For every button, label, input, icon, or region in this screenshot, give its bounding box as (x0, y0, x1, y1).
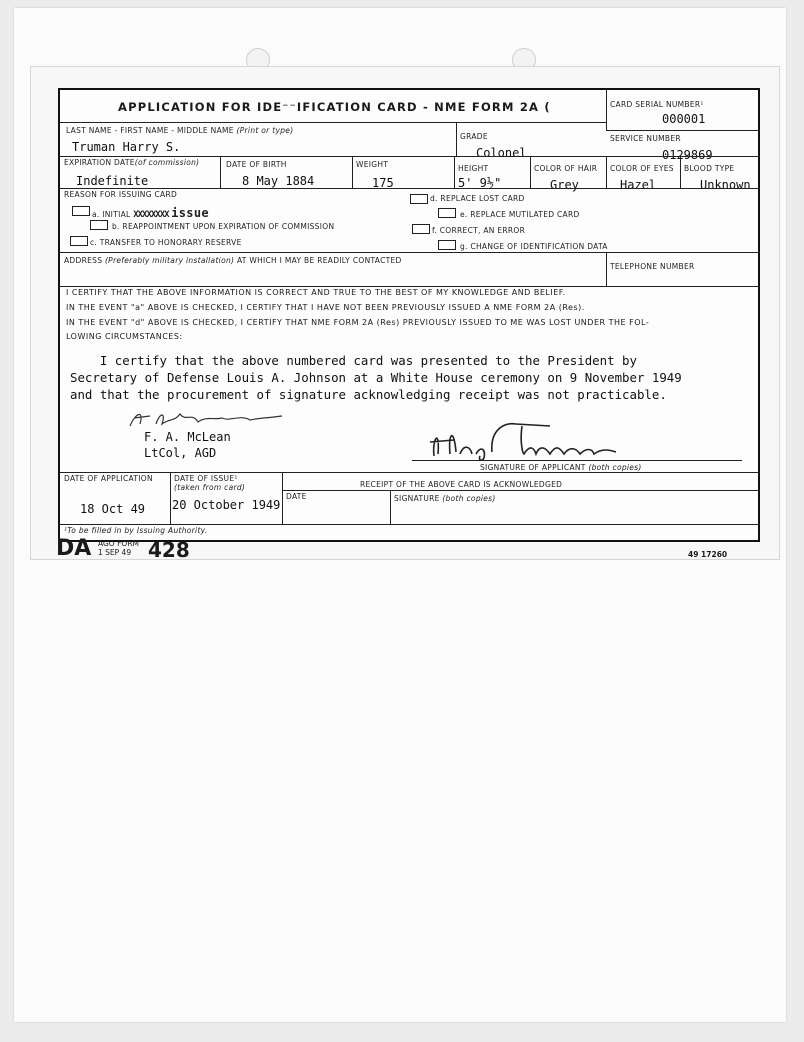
checkbox-a[interactable] (72, 206, 90, 216)
weight-value: 175 (372, 176, 394, 190)
print-code: 49 17260 (688, 550, 728, 559)
signature-applicant-label: SIGNATURE OF APPLICANT (both copies) (480, 463, 642, 472)
eyes-value: Hazel (620, 178, 657, 192)
form-title: APPLICATION FOR IDE⁻⁻IFICATION CARD - NME FORM 2A ( (118, 100, 551, 114)
date-application-value: 18 Oct 49 (80, 502, 146, 516)
reason-a: a. INITIAL XXXXXXXX issue (92, 206, 209, 220)
hair-value: Grey (550, 178, 579, 192)
serial-label: CARD SERIAL NUMBER¹ (610, 100, 704, 109)
date-label: DATE (286, 492, 307, 501)
reason-c: c. TRANSFER TO HONORARY RESERVE (90, 238, 242, 247)
grade-label: GRADE (460, 132, 488, 141)
eyes-label: COLOR OF EYES (610, 164, 674, 173)
form-da-mark: DA (56, 536, 92, 561)
reason-label: REASON FOR ISSUING CARD (64, 190, 178, 199)
height-value: 5' 9½" (458, 176, 502, 190)
checkbox-d[interactable] (410, 194, 428, 204)
officer-rank: LtCol, AGD (144, 446, 217, 460)
checkbox-c[interactable] (70, 236, 88, 246)
application-form (58, 88, 760, 542)
officer-signature (126, 406, 286, 432)
checkbox-b[interactable] (90, 220, 108, 230)
form-ago-label: AGO FORM 1 SEP 49 (98, 539, 139, 557)
serial-value: 000001 (662, 112, 706, 126)
reason-b: b. REAPPOINTMENT UPON EXPIRATION OF COMMISSION (112, 222, 335, 231)
cert-line-4: LOWING CIRCUMSTANCES: (66, 332, 183, 341)
statement-line-3: and that the procurement of signature acknowledging receipt was not practicable. (70, 387, 667, 402)
date-application-label: DATE OF APPLICATION (64, 474, 153, 483)
checkbox-g[interactable] (438, 240, 456, 250)
name-value: Truman Harry S. (72, 140, 181, 154)
reason-g: g. CHANGE OF IDENTIFICATION DATA (460, 242, 608, 251)
service-number-value: 0129869 (662, 148, 713, 162)
service-number-label: SERVICE NUMBER (610, 134, 681, 143)
blood-label: BLOOD TYPE (684, 164, 735, 173)
cert-line-2: IN THE EVENT "a" ABOVE IS CHECKED, I CERTIFY THAT I HAVE NOT BEEN PREVIOUSLY ISSUED A NME FORM 2A (Res). (66, 303, 585, 312)
grade-value: Colonel (476, 146, 527, 160)
address-label: ADDRESS (Preferably military installation) AT WHICH I MAY BE READILY CONTACTED (64, 256, 402, 265)
reason-d: d. REPLACE LOST CARD (430, 194, 525, 203)
applicant-signature (420, 418, 700, 462)
checkbox-f[interactable] (412, 224, 430, 234)
date-issue-label: DATE OF ISSUE¹ (taken from card) (174, 474, 246, 492)
telephone-label: TELEPHONE NUMBER (610, 262, 695, 271)
date-issue-value: 20 October 1949 (172, 498, 281, 512)
dob-value: 8 May 1884 (242, 174, 315, 188)
dob-label: DATE OF BIRTH (226, 160, 287, 169)
cert-line-1: I CERTIFY THAT THE ABOVE INFORMATION IS CORRECT AND TRUE TO THE BEST OF MY KNOWLEDGE AND BELIEF. (66, 288, 566, 297)
height-label: HEIGHT (458, 164, 489, 173)
expiration-label: EXPIRATION DATE(of commission) (64, 158, 200, 167)
form-number: 428 (148, 538, 190, 562)
reason-f: f. CORRECT, AN ERROR (432, 226, 526, 235)
checkbox-e[interactable] (438, 208, 456, 218)
blood-value: Unknown (700, 178, 751, 192)
name-label: LAST NAME - FIRST NAME - MIDDLE NAME (Print or type) (66, 126, 294, 135)
reason-e: e. REPLACE MUTILATED CARD (460, 210, 580, 219)
signature-label: SIGNATURE (both copies) (394, 494, 496, 503)
footnote: ¹To be filled in by Issuing Authority. (64, 526, 208, 535)
statement-line-2: Secretary of Defense Louis A. Johnson at a White House ceremony on 9 November 1949 (70, 370, 682, 385)
cert-line-3: IN THE EVENT "d" ABOVE IS CHECKED, I CERTIFY THAT NME FORM 2A (Res) PREVIOUSLY ISSUED TO ME WAS LOST UNDER THE FOL- (66, 318, 650, 327)
hair-label: COLOR OF HAIR (534, 164, 598, 173)
statement-line-1: I certify that the above numbered card was presented to the President by (70, 353, 637, 368)
expiration-value: Indefinite (76, 174, 149, 188)
receipt-label: RECEIPT OF THE ABOVE CARD IS ACKNOWLEDGED (360, 480, 563, 489)
officer-name: F. A. McLean (144, 430, 231, 444)
weight-label: WEIGHT (356, 160, 389, 169)
